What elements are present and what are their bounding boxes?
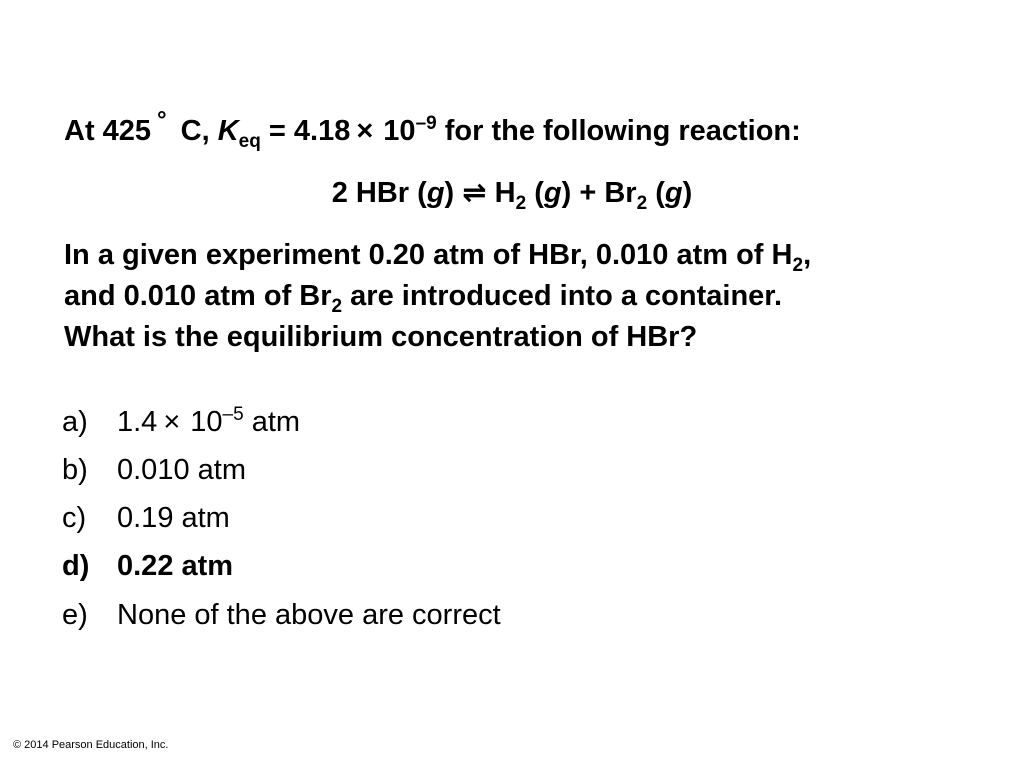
k-symbol: K	[217, 115, 239, 147]
option-label: e)	[62, 599, 88, 631]
phase-gas: g	[664, 177, 683, 209]
option-label: c)	[62, 502, 87, 534]
statement-rest: for the following reaction:	[444, 115, 801, 147]
br-subscript: 2	[636, 193, 648, 214]
h-subscript: 2	[515, 193, 527, 214]
power-exponent: –5	[222, 404, 244, 425]
h-subscript: 2	[792, 255, 804, 276]
reaction-equation	[0, 176, 1024, 214]
temperature-prefix: At 425	[64, 115, 152, 147]
times-symbol: ×	[163, 406, 181, 438]
power-base: 10	[383, 115, 416, 147]
power-base: 10	[190, 406, 223, 438]
option-unit: atm	[251, 406, 301, 438]
equilibrium-arrow: ⇌	[462, 177, 487, 209]
option-label: a)	[62, 406, 88, 438]
copyright-notice: © 2014 Pearson Education, Inc.	[13, 739, 169, 751]
paren-open: (	[534, 177, 544, 209]
question-text: What is the equilibrium concentration of HBr?	[64, 321, 698, 353]
option-text: 0.010 atm	[117, 454, 246, 486]
reactant-hbr: 2 HBr (	[331, 177, 427, 209]
degree-symbol: °	[157, 107, 167, 134]
option-label: d)	[62, 550, 90, 582]
paren-close: )	[444, 177, 455, 209]
times-symbol: ×	[356, 115, 374, 147]
phase-gas: g	[543, 177, 562, 209]
option-text: None of the above are correct	[117, 599, 501, 631]
temperature-unit: C,	[180, 115, 210, 147]
comma: ,	[803, 239, 812, 271]
k-value: = 4.18	[268, 115, 351, 147]
question-text: and 0.010 atm of Br	[64, 280, 332, 312]
option-text: 0.19 atm	[117, 502, 230, 534]
question-line-3	[64, 320, 697, 354]
question-line-2	[64, 279, 783, 317]
paren-close: )	[682, 177, 693, 209]
problem-statement	[64, 107, 801, 152]
option-text: 0.22 atm	[117, 550, 234, 582]
phase-gas: g	[426, 177, 445, 209]
option-label: b)	[62, 454, 88, 486]
question-text: In a given experiment 0.20 atm of HBr, 0.010 atm of H	[64, 239, 793, 271]
k-subscript: eq	[238, 131, 261, 152]
product-br: ) + Br	[561, 177, 637, 209]
product-h: H	[494, 177, 516, 209]
br-subscript: 2	[331, 296, 343, 317]
option-value: 1.4	[117, 406, 158, 438]
power-exponent: –9	[415, 113, 437, 134]
question-line-1	[64, 238, 812, 276]
paren-open: (	[655, 177, 665, 209]
question-text: are introduced into a container.	[342, 280, 783, 312]
option-text	[117, 405, 300, 439]
